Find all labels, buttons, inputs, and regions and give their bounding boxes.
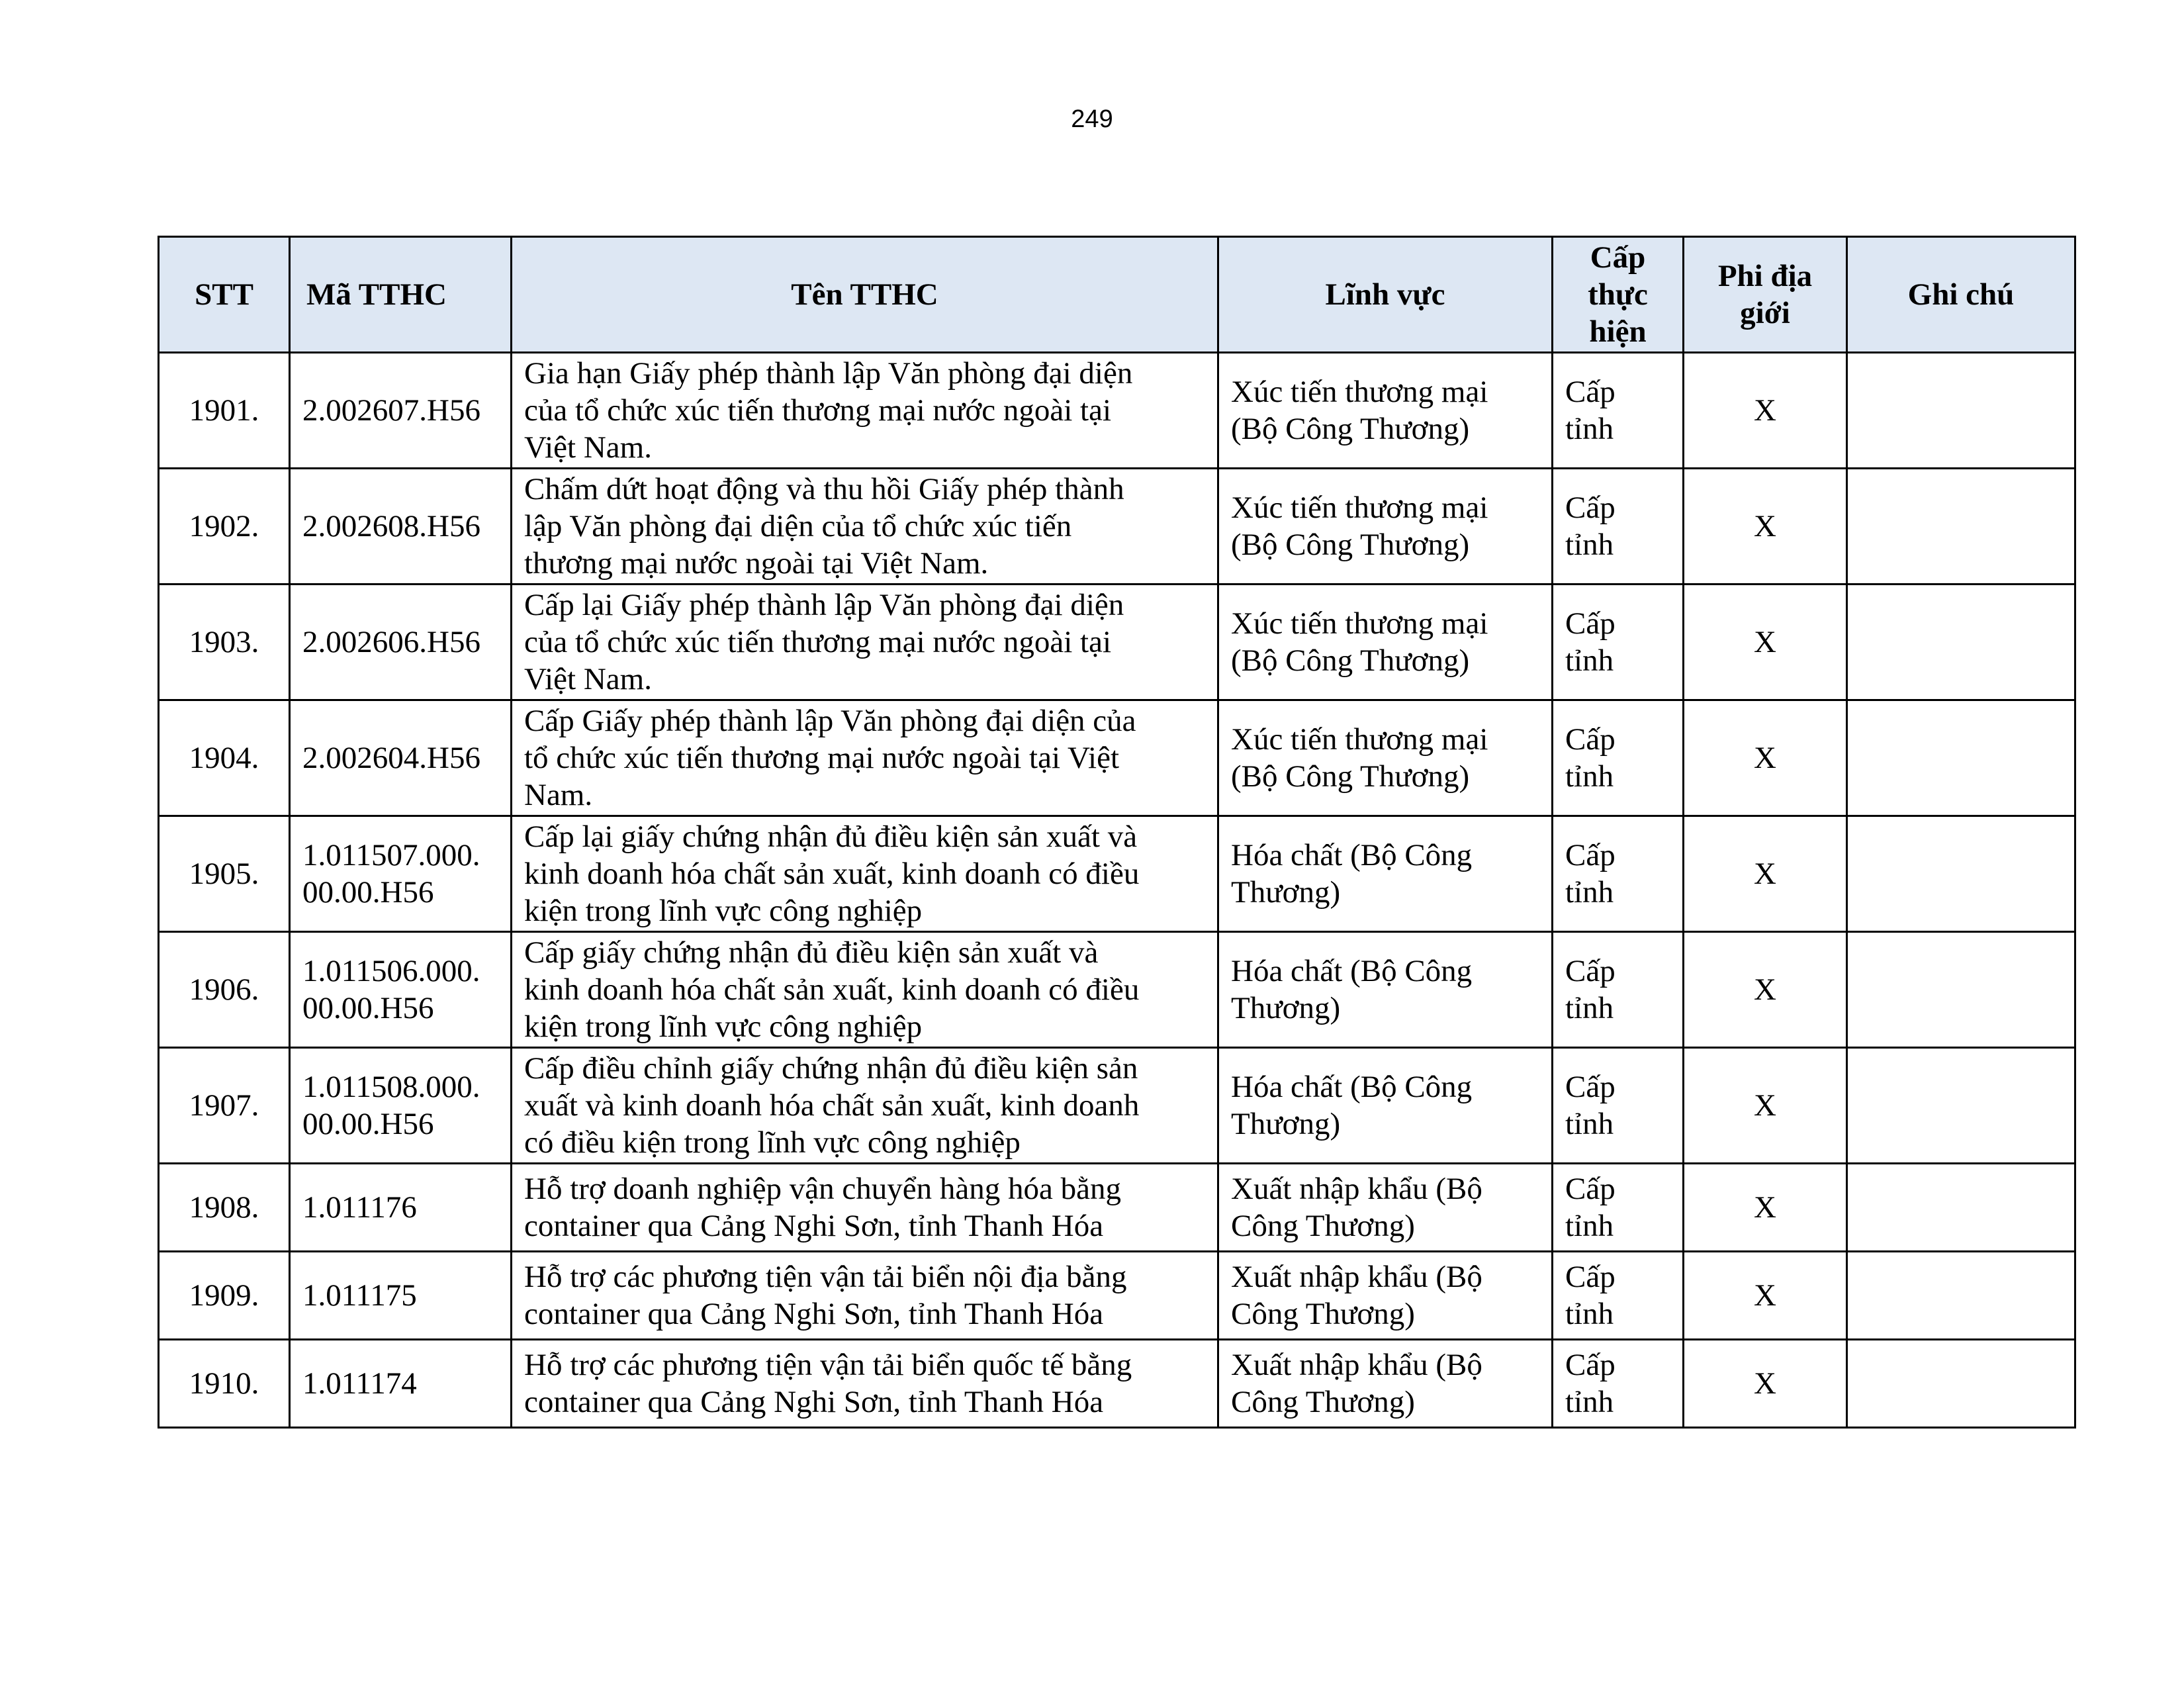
cell-stt: 1907. [159,1048,290,1164]
cell-cap-thuc-hien: Cấp tỉnh [1553,816,1684,932]
cell-ten-tthc: Chấm dứt hoạt động và thu hồi Giấy phép thành lập Văn phòng đại diện của tổ chức xúc tiến thương mại nước ngoài tại Việt Nam. [512,469,1218,585]
cell-phi-dia-gioi: X [1684,1164,1847,1252]
procedures-table [158,236,2076,1429]
table-row [159,932,2075,1048]
cell-ghi-chu [1847,1048,2075,1164]
cell-ten-tthc: Cấp giấy chứng nhận đủ điều kiện sản xuất và kinh doanh hóa chất sản xuất, kinh doanh có điều kiện trong lĩnh vực công nghiệp [512,932,1218,1048]
page-number: 249 [1071,105,1113,133]
table-row [159,585,2075,700]
cell-ten-tthc: Cấp lại Giấy phép thành lập Văn phòng đại diện của tổ chức xúc tiến thương mại nước ngoài tại Việt Nam. [512,585,1218,700]
cell-ma-tthc: 2.002608.H56 [290,469,512,585]
cell-cap-thuc-hien: Cấp tỉnh [1553,932,1684,1048]
cell-linh-vuc: Hóa chất (Bộ Công Thương) [1218,1048,1553,1164]
cell-ma-tthc: 1.011508.000. 00.00.H56 [290,1048,512,1164]
cell-ten-tthc: Cấp lại giấy chứng nhận đủ điều kiện sản xuất và kinh doanh hóa chất sản xuất, kinh doanh có điều kiện trong lĩnh vực công nghiệp [512,816,1218,932]
cell-stt: 1908. [159,1164,290,1252]
cell-linh-vuc: Xuất nhập khẩu (Bộ Công Thương) [1218,1340,1553,1428]
cell-stt: 1901. [159,353,290,469]
cell-cap-thuc-hien: Cấp tỉnh [1553,585,1684,700]
cell-linh-vuc: Xuất nhập khẩu (Bộ Công Thương) [1218,1164,1553,1252]
table-row [159,700,2075,816]
cell-cap-thuc-hien: Cấp tỉnh [1553,700,1684,816]
table-header-row [159,237,2075,353]
cell-phi-dia-gioi: X [1684,353,1847,469]
cell-linh-vuc: Xuất nhập khẩu (Bộ Công Thương) [1218,1252,1553,1340]
cell-cap-thuc-hien: Cấp tỉnh [1553,1164,1684,1252]
cell-linh-vuc: Xúc tiến thương mại (Bộ Công Thương) [1218,585,1553,700]
header-ten-tthc: Tên TTHC [512,237,1218,353]
cell-cap-thuc-hien: Cấp tỉnh [1553,353,1684,469]
cell-phi-dia-gioi: X [1684,469,1847,585]
cell-linh-vuc: Hóa chất (Bộ Công Thương) [1218,932,1553,1048]
cell-stt: 1903. [159,585,290,700]
cell-ma-tthc: 1.011506.000. 00.00.H56 [290,932,512,1048]
cell-ghi-chu [1847,469,2075,585]
cell-stt: 1902. [159,469,290,585]
table-row [159,353,2075,469]
cell-ten-tthc: Hỗ trợ doanh nghiệp vận chuyển hàng hóa bằng container qua Cảng Nghi Sơn, tỉnh Thanh Hóa [512,1164,1218,1252]
cell-linh-vuc: Xúc tiến thương mại (Bộ Công Thương) [1218,353,1553,469]
header-ma-tthc: Mã TTHC [290,237,512,353]
cell-phi-dia-gioi: X [1684,932,1847,1048]
cell-ghi-chu [1847,932,2075,1048]
cell-ten-tthc: Gia hạn Giấy phép thành lập Văn phòng đại diện của tổ chức xúc tiến thương mại nước ngoài tại Việt Nam. [512,353,1218,469]
header-linh-vuc: Lĩnh vực [1218,237,1553,353]
cell-phi-dia-gioi: X [1684,700,1847,816]
cell-ma-tthc: 2.002606.H56 [290,585,512,700]
cell-ten-tthc: Hỗ trợ các phương tiện vận tải biển nội địa bằng container qua Cảng Nghi Sơn, tỉnh Thanh Hóa [512,1252,1218,1340]
cell-stt: 1909. [159,1252,290,1340]
cell-ma-tthc: 1.011507.000. 00.00.H56 [290,816,512,932]
cell-linh-vuc: Xúc tiến thương mại (Bộ Công Thương) [1218,469,1553,585]
table-row [159,1340,2075,1428]
cell-ghi-chu [1847,1252,2075,1340]
header-ghi-chu: Ghi chú [1847,237,2075,353]
cell-linh-vuc: Xúc tiến thương mại (Bộ Công Thương) [1218,700,1553,816]
cell-phi-dia-gioi: X [1684,1048,1847,1164]
cell-ghi-chu [1847,816,2075,932]
cell-ma-tthc: 1.011175 [290,1252,512,1340]
cell-stt: 1905. [159,816,290,932]
cell-ghi-chu [1847,700,2075,816]
cell-ten-tthc: Cấp Giấy phép thành lập Văn phòng đại diện của tổ chức xúc tiến thương mại nước ngoài tại Việt Nam. [512,700,1218,816]
cell-ma-tthc: 1.011176 [290,1164,512,1252]
header-cap-thuc-hien: Cấp thực hiện [1553,237,1684,353]
cell-phi-dia-gioi: X [1684,1340,1847,1428]
cell-stt: 1904. [159,700,290,816]
cell-ghi-chu [1847,1164,2075,1252]
cell-stt: 1910. [159,1340,290,1428]
cell-cap-thuc-hien: Cấp tỉnh [1553,1252,1684,1340]
table-row [159,1252,2075,1340]
cell-cap-thuc-hien: Cấp tỉnh [1553,1340,1684,1428]
table-row [159,469,2075,585]
table-row [159,1164,2075,1252]
cell-ma-tthc: 1.011174 [290,1340,512,1428]
cell-ghi-chu [1847,585,2075,700]
cell-phi-dia-gioi: X [1684,585,1847,700]
cell-stt: 1906. [159,932,290,1048]
cell-ghi-chu [1847,1340,2075,1428]
cell-cap-thuc-hien: Cấp tỉnh [1553,1048,1684,1164]
cell-ghi-chu [1847,353,2075,469]
table-row [159,1048,2075,1164]
cell-ma-tthc: 2.002604.H56 [290,700,512,816]
cell-linh-vuc: Hóa chất (Bộ Công Thương) [1218,816,1553,932]
cell-phi-dia-gioi: X [1684,1252,1847,1340]
table-row [159,816,2075,932]
cell-ma-tthc: 2.002607.H56 [290,353,512,469]
cell-ten-tthc: Cấp điều chỉnh giấy chứng nhận đủ điều kiện sản xuất và kinh doanh hóa chất sản xuất, kinh doanh có điều kiện trong lĩnh vực công nghiệp [512,1048,1218,1164]
cell-ten-tthc: Hỗ trợ các phương tiện vận tải biển quốc tế bằng container qua Cảng Nghi Sơn, tỉnh Thanh Hóa [512,1340,1218,1428]
header-phi-dia-gioi: Phi địa giới [1684,237,1847,353]
cell-phi-dia-gioi: X [1684,816,1847,932]
header-stt: STT [159,237,290,353]
cell-cap-thuc-hien: Cấp tỉnh [1553,469,1684,585]
